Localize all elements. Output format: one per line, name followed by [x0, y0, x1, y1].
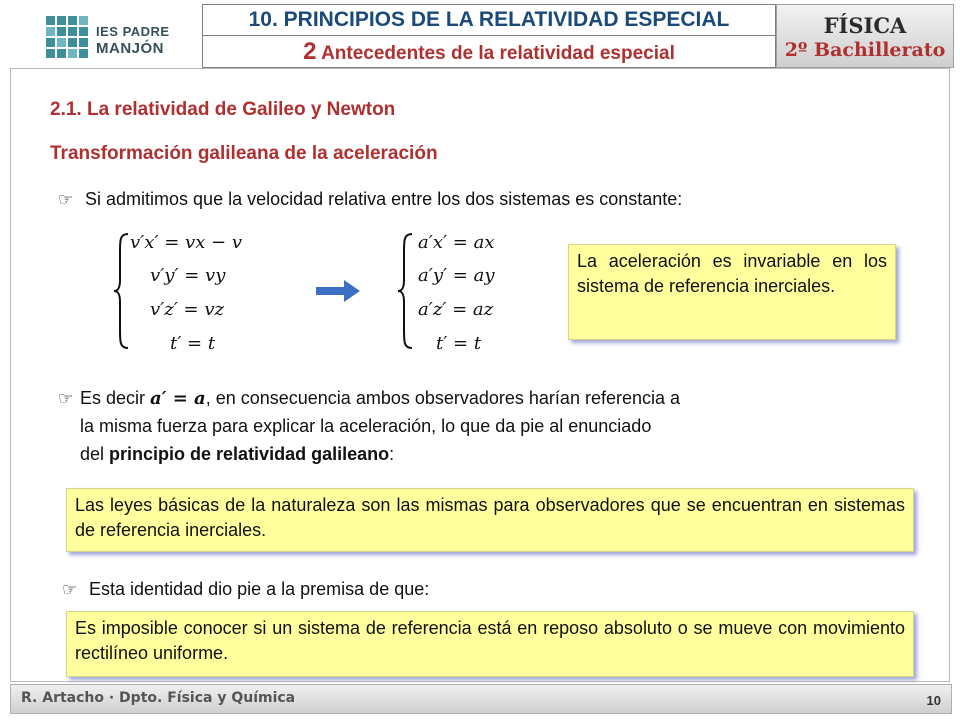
- school-logo: [30, 6, 200, 66]
- bullet2-line1-end: , en consecuencia ambos observadores harían referencia a: [205, 388, 681, 408]
- bullet2-line2: la misma fuerza para explicar la aceleración, lo que da pie al enunciado: [80, 416, 652, 436]
- acceleration-eq-y: a′y′ = ay: [418, 265, 495, 286]
- bullet1-text: Si admitimos que la velocidad relativa entre los dos sistemas es constante:: [85, 189, 683, 209]
- page-number: 10: [926, 693, 941, 708]
- bullet2-start: Es decir: [80, 388, 151, 408]
- pointing-hand-icon: ☞: [58, 389, 74, 409]
- galilean-principle-term: principio de relatividad galileano: [109, 444, 390, 464]
- invariance-note: La aceleración es invariable en los sistema de referencia inerciales.: [568, 244, 896, 340]
- section-number: 2: [303, 38, 317, 65]
- left-brace-acceleration-icon: [396, 232, 414, 350]
- bullet-velocity-constant: [58, 189, 682, 210]
- acceleration-eq-x: a′x′ = ax: [418, 232, 495, 253]
- course-label: 2º Bachillerato: [784, 39, 946, 61]
- bullet2-line3-end: :: [389, 444, 395, 464]
- bullet-premise: [62, 579, 429, 600]
- pointing-hand-icon: ☞: [62, 580, 78, 600]
- velocity-eq-t: t′ = t: [170, 333, 216, 354]
- bullet3-text: Esta identidad dio pie a la premisa de que:: [89, 579, 430, 599]
- velocity-eq-x: v′x′ = vx − v: [130, 232, 243, 253]
- section-title-row: [203, 36, 775, 67]
- right-arrow-icon: [316, 280, 360, 302]
- pointing-hand-icon: ☞: [58, 190, 74, 210]
- unit-title: 10. PRINCIPIOS DE LA RELATIVIDAD ESPECIAL: [203, 5, 775, 36]
- left-brace-velocity-icon: [112, 232, 130, 350]
- subject-box: [776, 4, 954, 68]
- principle-note: Las leyes básicas de la naturaleza son las mismas para observadores que se encuentran en sistemas de referencia inerciales.: [66, 488, 914, 552]
- section-heading: 2.1. La relatividad de Galileo y Newton: [50, 99, 396, 120]
- velocity-eq-y: v′y′ = vy: [150, 265, 226, 286]
- author-credit: R. Artacho · Dpto. Física y Química: [21, 690, 296, 706]
- acceleration-eq-t: t′ = t: [436, 333, 482, 354]
- section-title: Antecedentes de la relatividad especial: [321, 43, 675, 64]
- footer-bar: [10, 684, 952, 714]
- bullet2-line1: [58, 384, 680, 413]
- title-box: [202, 4, 776, 68]
- velocity-eq-z: v′z′ = vz: [150, 299, 225, 320]
- logo-text-line2: MANJÓN: [96, 40, 165, 57]
- bullet2-line3-start: del: [80, 444, 110, 464]
- acceleration-eq-z: a′z′ = az: [418, 299, 494, 320]
- logo-grid-icon: [46, 16, 86, 60]
- subject-label: FÍSICA: [823, 13, 907, 38]
- logo-text-line1: IES PADRE: [96, 24, 170, 39]
- premise-note: Es imposible conocer si un sistema de referencia está en reposo absoluto o se mueve con movimiento rectilíneo uniforme.: [66, 611, 914, 677]
- bullet2-line3: [80, 440, 394, 468]
- subsection-heading: Transformación galileana de la aceleración: [50, 143, 438, 164]
- acceleration-equality-formula: a′ = a: [150, 388, 206, 409]
